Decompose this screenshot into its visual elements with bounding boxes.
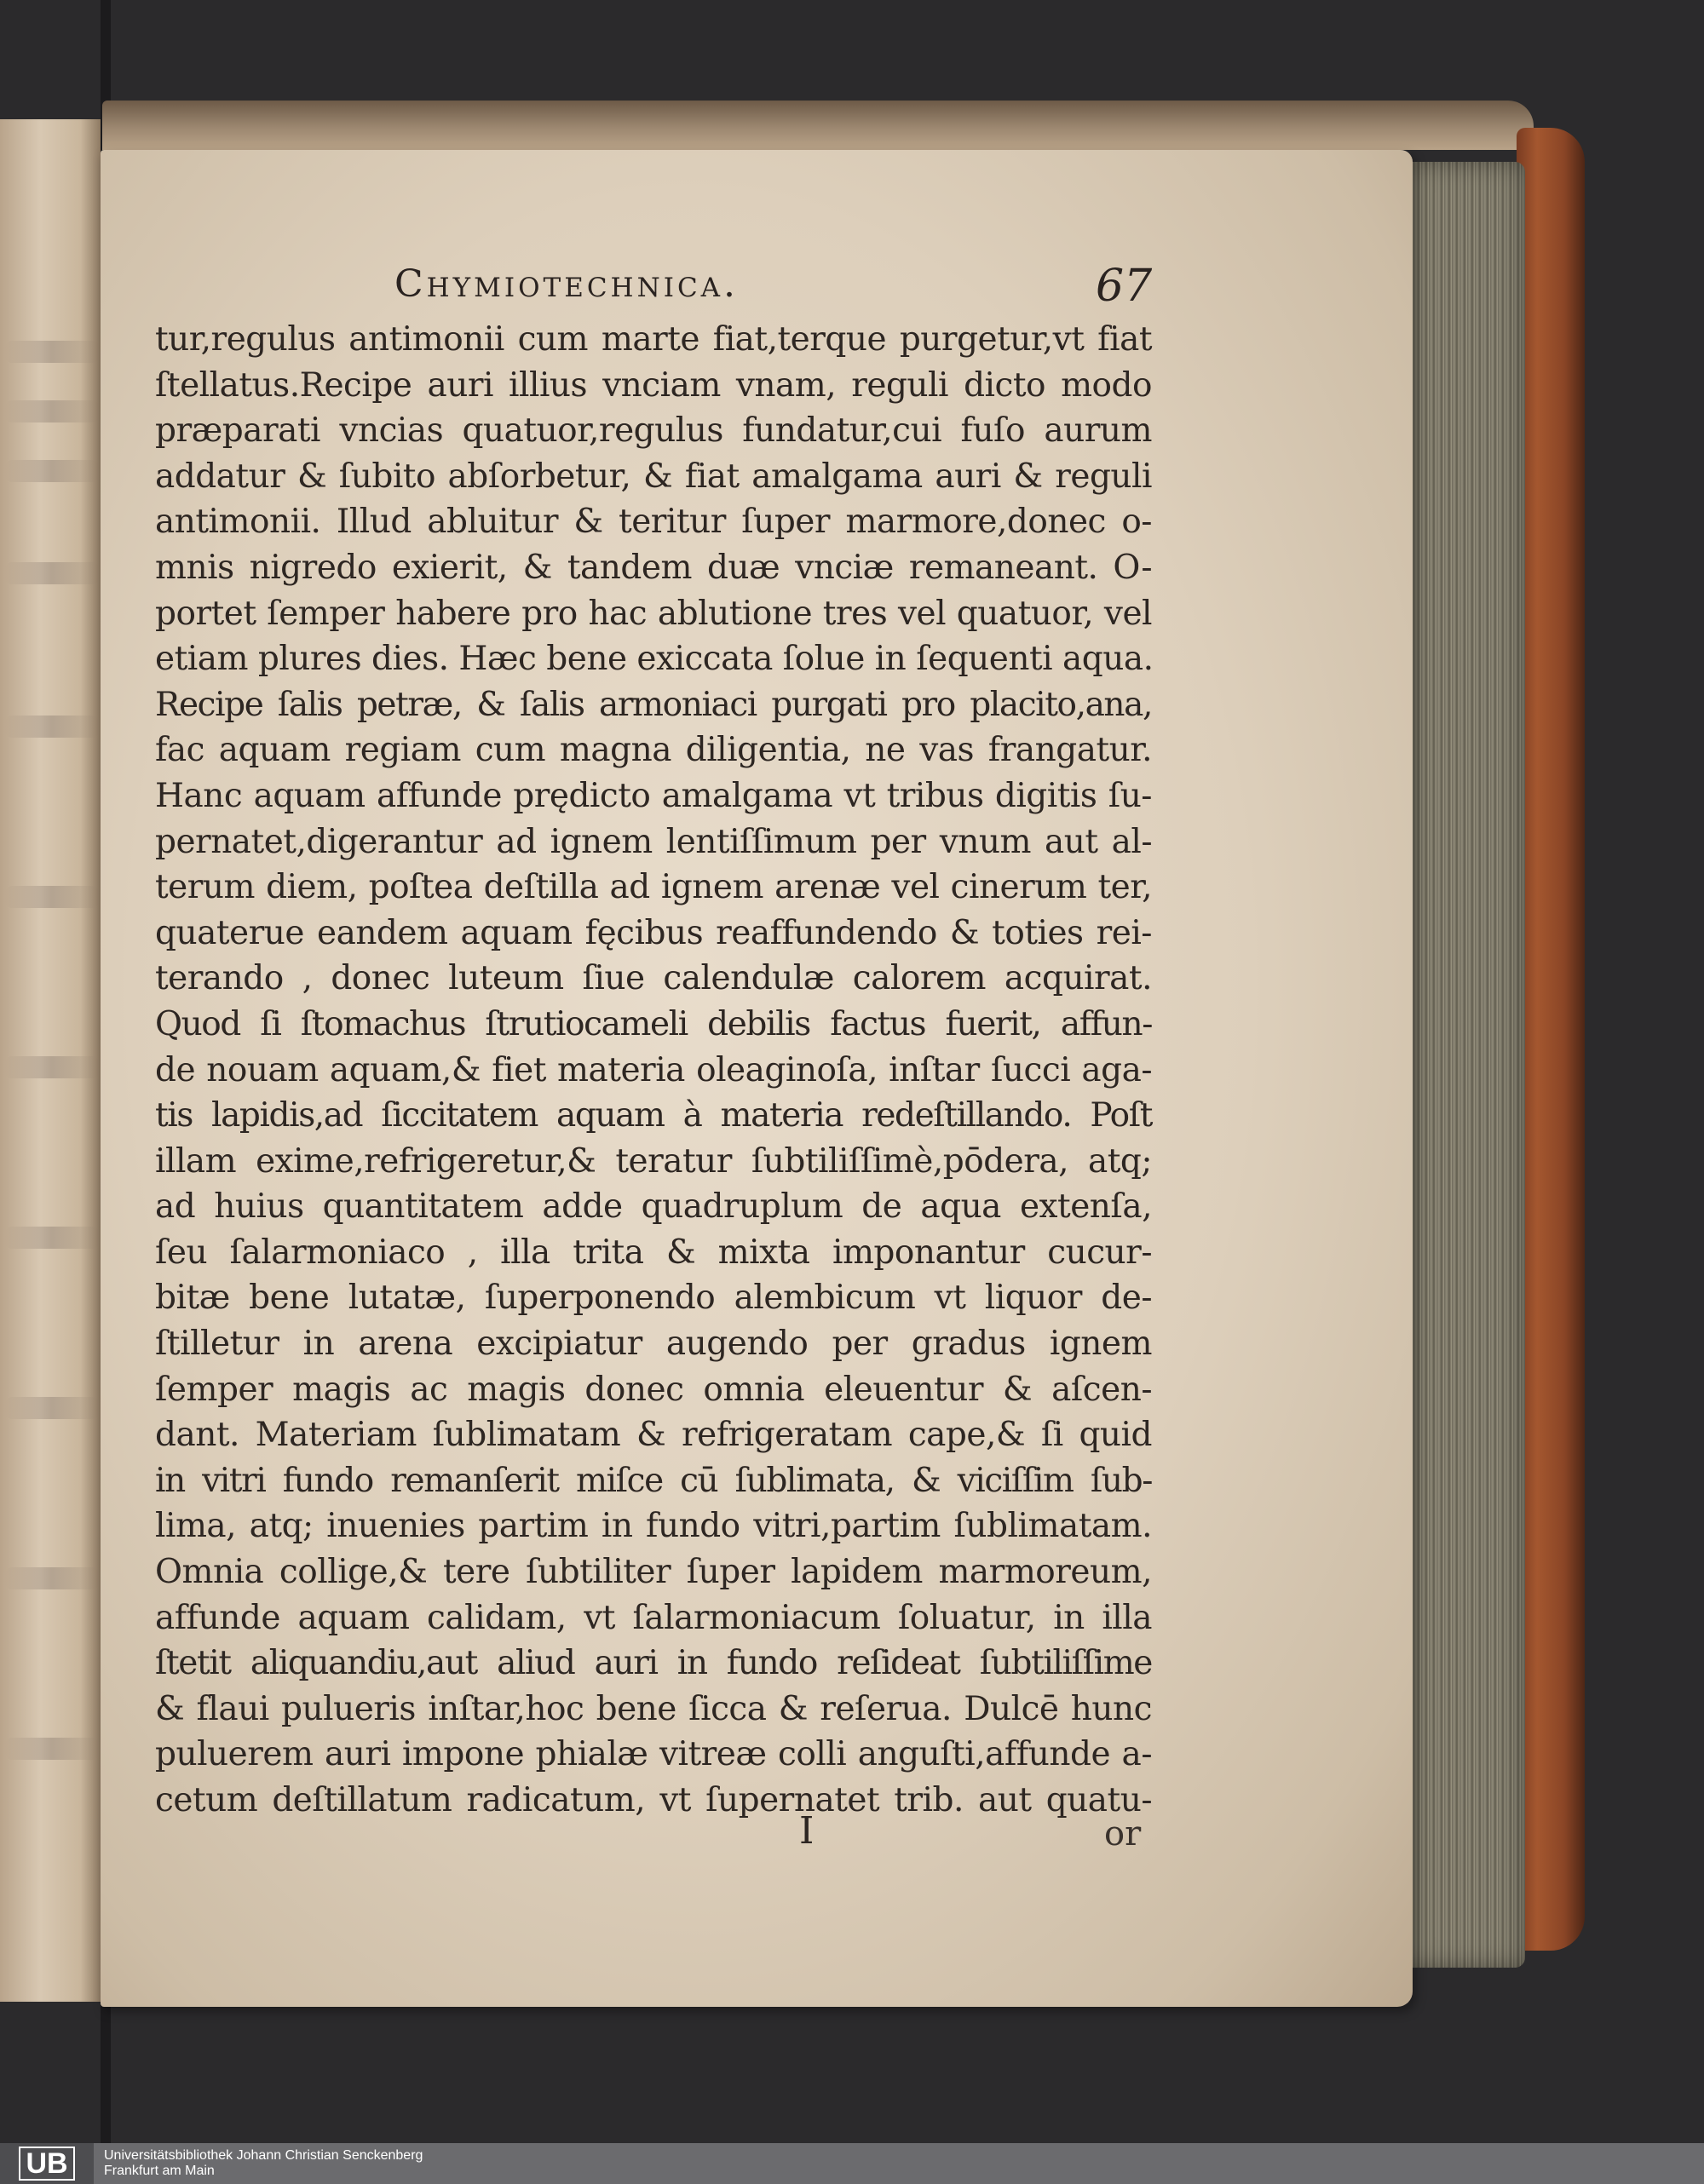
text-line: pernatet,digerantur ad ignem lentiſſimum per vnum aut al-: [155, 822, 1152, 861]
text-line: bitæ bene lutatæ, ſuperponendo alembicum vt liquor de-: [155, 1279, 1152, 1318]
text-line: Omnia collige,& tere ſubtiliter ſuper lapidem marmoreum,: [155, 1553, 1152, 1592]
text-line: ſtetit aliquandiu,aut aliud auri in fundo reſideat ſubtiliſſime: [155, 1644, 1152, 1683]
text-line: lima, atq; inuenies partim in fundo vitri,partim ſublimatam.: [155, 1507, 1152, 1546]
page-stack-edge: [1406, 162, 1525, 1968]
body-text: [155, 317, 1152, 1824]
text-line: affunde aquam calidam, vt ſalarmoniacum ſoluatur, in illa: [155, 1598, 1152, 1637]
library-credit: [104, 2148, 423, 2179]
text-line: mnis nigredo exierit, & tandem duæ vnciæ remaneant. O-: [155, 548, 1152, 587]
text-line: cetum deſtillatum radicatum, vt ſupernatet trib. aut quatu-: [155, 1781, 1152, 1819]
book-cover-spine-edge: [1517, 128, 1585, 1951]
text-line: ad huius quantitatem adde quadruplum de aqua extenſa,: [155, 1187, 1152, 1227]
signature-mark: I: [799, 1809, 815, 1853]
text-line: præparati vncias quatuor,regulus fundatur,cui fuſo aurum: [155, 411, 1152, 451]
catchword: or: [1104, 1814, 1142, 1854]
text-line: ſtilletur in arena excipiatur augendo per gradus ignem: [155, 1325, 1152, 1364]
text-line: ſtellatus.Recipe auri illius vnciam vnam, reguli dicto modo: [155, 365, 1152, 405]
text-line: fac aquam regiam cum magna diligentia, ne vas frangatur.: [155, 731, 1152, 770]
text-line: tur,regulus antimonii cum marte fiat,terque purgetur,vt fiat: [155, 320, 1152, 359]
text-line: antimonii. Illud abluitur & teritur ſuper marmore,donec o-: [155, 503, 1152, 542]
text-line: de nouam aquam,& fiet materia oleaginoſa, inſtar ſucci aga-: [155, 1050, 1152, 1089]
library-city: Frankfurt am Main: [104, 2164, 215, 2178]
text-line: Quod ſi ſtomachus ſtrutiocameli debilis factus fuerit, affun-: [155, 1004, 1152, 1043]
library-footer-bar: [0, 2143, 1704, 2184]
text-line: terando , donec luteum ſiue calendulæ calorem acquirat.: [155, 959, 1152, 998]
text-line: dant. Materiam ſublimatam & refrigeratam cape,& ſi quid: [155, 1416, 1152, 1455]
text-line: etiam plures dies. Hæc bene exiccata ſolue in ſequenti aqua.: [155, 640, 1154, 679]
page-number: 67: [1096, 261, 1153, 312]
text-line: Hanc aquam affunde prędicto amalgama vt tribus digitis ſu-: [155, 776, 1152, 815]
text-line: ſeu ſalarmoniaco , illa trita & mixta imponantur cucur-: [155, 1233, 1152, 1272]
text-line: portet ſemper habere pro hac ablutione tres vel quatuor, vel: [155, 594, 1152, 633]
text-line: in vitri fundo remanſerit miſce cū ſublimata, & viciſſim ſub-: [155, 1461, 1152, 1500]
book-cover-top-edge: [102, 101, 1534, 150]
library-name: Universitätsbibliothek Johann Christian Senckenberg: [104, 2148, 423, 2163]
text-line: ſemper magis ac magis donec omnia eleuentur & aſcen-: [155, 1370, 1152, 1409]
text-line: puluerem auri impone phialæ vitreæ colli anguſti,affunde a-: [155, 1735, 1152, 1774]
text-line: quaterue eandem aquam fęcibus reaffundendo & toties rei-: [155, 913, 1152, 952]
text-line: Recipe ſalis petræ, & ſalis armoniaci purgati pro placito,ana,: [155, 685, 1152, 724]
text-line: & flaui pulueris inſtar,hoc bene ſicca & reſerua. Dulcē hunc: [155, 1689, 1152, 1728]
library-logo-text: UB: [19, 2147, 74, 2181]
text-line: terum diem, poſtea deſtilla ad ignem arenæ vel cinerum ter,: [155, 868, 1152, 907]
text-line: tis lapidis,ad ſiccitatem aquam à materia redeſtillando. Poſt: [155, 1096, 1152, 1135]
text-line: addatur & ſubito abſorbetur, & fiat amalgama auri & reguli: [155, 457, 1152, 496]
library-logo: [0, 2143, 94, 2184]
facing-page-edge: [0, 119, 101, 2002]
running-head: Chymiotechnica.: [394, 262, 740, 306]
text-line: illam exime,refrigeretur,& teratur ſubtiliſſimè,pōdera, atq;: [155, 1141, 1152, 1181]
